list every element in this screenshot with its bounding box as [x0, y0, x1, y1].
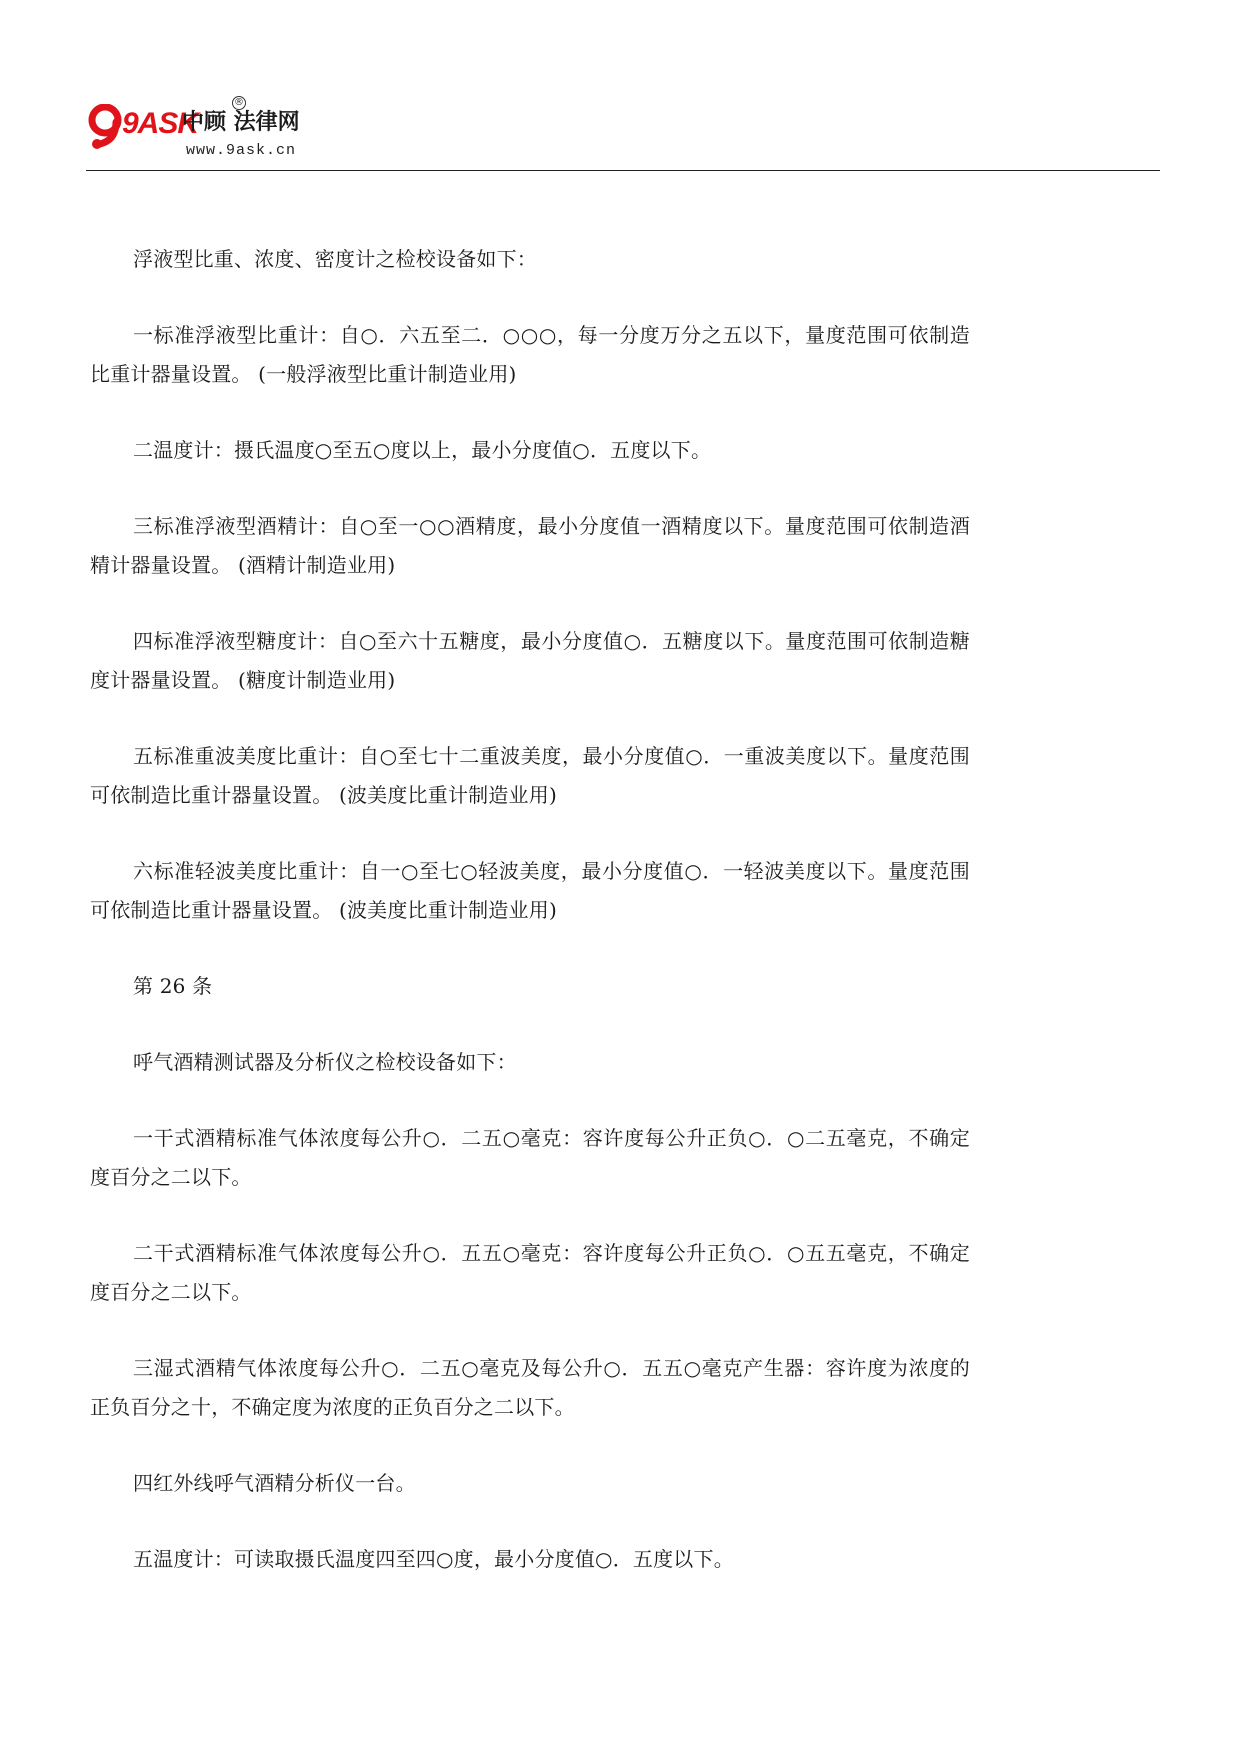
article-heading: 第 26 条	[133, 974, 213, 998]
paragraph-item-10: 四红外线呼气酒精分析仪一台。	[133, 1471, 416, 1495]
paragraph-item-7: 一干式酒精标准气体浓度每公升○．二五○毫克：容许度每公升正负○．○二五毫克，不确定度百分之二以下。	[90, 1126, 970, 1189]
registered-mark-icon: ®	[234, 97, 244, 108]
paragraph-item-6: 六标准轻波美度比重计：自一○至七○轻波美度，最小分度值○．一轻波美度以下。量度范围可依制造比重计器量设置。 (波美度比重计制造业用)	[90, 859, 970, 922]
header-divider	[86, 170, 1160, 171]
paragraph-item-11: 五温度计：可读取摄氏温度四至四○度，最小分度值○．五度以下。	[133, 1547, 734, 1571]
logo-brand-text: 9ASK	[122, 107, 199, 140]
paragraph-intro: 浮液型比重、浓度、密度计之检校设备如下：	[133, 247, 537, 271]
logo-site-name: 中顾 法律网	[182, 110, 300, 135]
document-body	[90, 240, 970, 1616]
paragraph-item-4: 四标准浮液型糖度计：自○至六十五糖度，最小分度值○．五糖度以下。量度范围可依制造糖度计器量设置。 (糖度计制造业用)	[90, 629, 970, 692]
paragraph-item-2: 二温度计：摄氏温度○至五○度以上，最小分度值○．五度以下。	[133, 438, 712, 462]
logo-url: www.9ask.cn	[186, 142, 297, 159]
paragraph-item-3: 三标准浮液型酒精计：自○至一○○酒精度，最小分度值一酒精度以下。量度范围可依制造酒精计器量设置。 (酒精计制造业用)	[90, 514, 970, 577]
paragraph-item-8: 二干式酒精标准气体浓度每公升○．五五○毫克：容许度每公升正负○．○五五毫克，不确定度百分之二以下。	[90, 1241, 970, 1304]
paragraph-intro-2: 呼气酒精测试器及分析仪之检校设备如下：	[133, 1050, 517, 1074]
paragraph-item-1: 一标准浮液型比重计：自○．六五至二．○○○，每一分度万分之五以下，量度范围可依制造比重计器量设置。 (一般浮液型比重计制造业用)	[90, 323, 970, 386]
page-header	[86, 92, 1160, 172]
site-logo[interactable]	[86, 97, 326, 164]
paragraph-item-9: 三湿式酒精气体浓度每公升○．二五○毫克及每公升○．五五○毫克产生器：容许度为浓度的正负百分之十，不确定度为浓度的正负百分之二以下。	[90, 1356, 970, 1419]
paragraph-item-5: 五标准重波美度比重计：自○至七十二重波美度，最小分度值○．一重波美度以下。量度范围可依制造比重计器量设置。 (波美度比重计制造业用)	[90, 744, 970, 807]
